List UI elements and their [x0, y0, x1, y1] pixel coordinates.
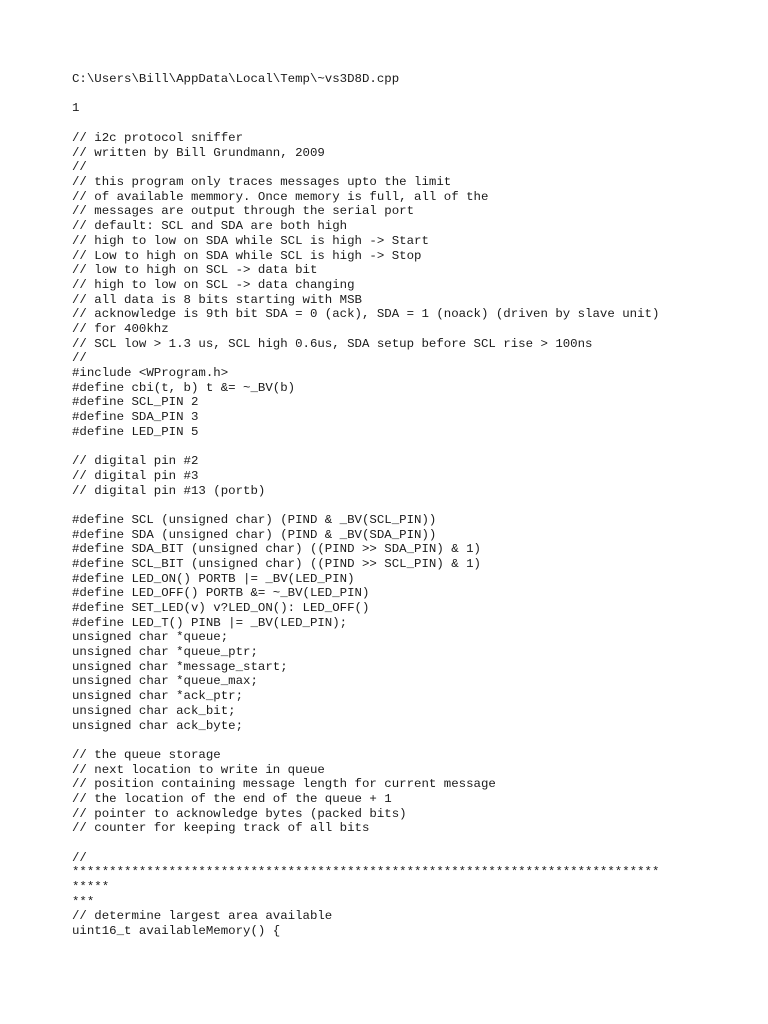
- code-line: #define SCL_PIN 2: [72, 395, 199, 410]
- code-line: // counter for keeping track of all bits: [72, 821, 370, 836]
- code-line: // written by Bill Grundmann, 2009: [72, 145, 325, 160]
- code-line: // digital pin #2: [72, 454, 199, 469]
- code-line: unsigned char *queue;: [72, 630, 229, 645]
- code-line: #include <WProgram.h>: [72, 366, 229, 380]
- code-line: // SCL low > 1.3 us, SCL high 0.6us, SDA setup before SCL rise > 100ns: [72, 336, 593, 351]
- code-line: // Low to high on SDA while SCL is high -> Stop: [72, 248, 422, 263]
- code-line: uint16_t availableMemory() {: [72, 924, 281, 939]
- code-line: // high to low on SDA while SCL is high -> Start: [72, 233, 429, 248]
- code-line: // for 400khz: [72, 321, 169, 336]
- code-line: [72, 836, 659, 851]
- code-line: // all data is 8 bits starting with MSB: [72, 292, 362, 307]
- code-line: // acknowledge is 9th bit SDA = 0 (ack), SDA = 1 (noack) (driven by slave unit): [72, 307, 660, 322]
- code-line: unsigned char ack_byte;: [72, 718, 244, 733]
- code-line: #define LED_T() PINB |= _BV(LED_PIN);: [72, 615, 348, 630]
- code-line: [72, 733, 659, 748]
- code-line: ***: [72, 894, 95, 909]
- code-line: // this program only traces messages upto the limit: [72, 175, 452, 190]
- code-line: // determine largest area available: [72, 909, 333, 924]
- code-line: // low to high on SCL -> data bit: [72, 263, 318, 278]
- code-line: [72, 498, 659, 513]
- code-line: [72, 439, 659, 454]
- code-line: unsigned char ack_bit;: [72, 703, 236, 718]
- page-number: 1: [72, 101, 80, 115]
- code-line: //: [72, 160, 87, 175]
- code-line: // the queue storage: [72, 747, 221, 762]
- code-line: // messages are output through the serial port: [72, 204, 415, 219]
- code-line: #define LED_PIN 5: [72, 424, 199, 439]
- code-line: unsigned char *queue_max;: [72, 674, 258, 689]
- file-path-header: C:\Users\Bill\AppData\Local\Temp\~vs3D8D.cpp: [72, 72, 400, 86]
- code-line: #define SCL_BIT (unsigned char) ((PIND >> SCL_PIN) & 1): [72, 556, 481, 571]
- code-line: #define SET_LED(v) v?LED_ON(): LED_OFF(): [72, 601, 370, 615]
- code-line: *******************************************************************************: [72, 865, 660, 880]
- code-line: unsigned char *ack_ptr;: [72, 689, 244, 704]
- code-line: #define LED_OFF() PORTB &= ~_BV(LED_PIN): [72, 586, 370, 601]
- code-line: #define LED_ON() PORTB |= _BV(LED_PIN): [72, 571, 355, 586]
- code-line: // of available memmory. Once memory is full, all of the: [72, 189, 489, 204]
- code-line: // high to low on SCL -> data changing: [72, 277, 355, 292]
- code-line: // next location to write in queue: [72, 762, 325, 777]
- code-line: // pointer to acknowledge bytes (packed bits): [72, 806, 407, 821]
- code-line: unsigned char *message_start;: [72, 659, 288, 674]
- code-line: // digital pin #3: [72, 468, 199, 483]
- code-line: //: [72, 850, 87, 865]
- code-line: #define SDA (unsigned char) (PIND & _BV(SDA_PIN)): [72, 527, 437, 542]
- code-line: //: [72, 351, 87, 366]
- code-line: #define cbi(t, b) t &= ~_BV(b): [72, 380, 296, 395]
- code-line: // default: SCL and SDA are both high: [72, 219, 348, 234]
- code-line: unsigned char *queue_ptr;: [72, 645, 258, 660]
- code-line: *****: [72, 880, 110, 895]
- code-line: // position containing message length for current message: [72, 777, 496, 792]
- code-line: #define SDA_BIT (unsigned char) ((PIND >> SDA_PIN) & 1): [72, 542, 481, 557]
- code-line: #define SCL (unsigned char) (PIND & _BV(SCL_PIN)): [72, 512, 437, 527]
- code-listing: [72, 131, 659, 939]
- code-line: // digital pin #13 (portb): [72, 483, 266, 498]
- code-line: // i2c protocol sniffer: [72, 131, 244, 145]
- code-line: // the location of the end of the queue + 1: [72, 791, 392, 806]
- code-line: #define SDA_PIN 3: [72, 410, 199, 425]
